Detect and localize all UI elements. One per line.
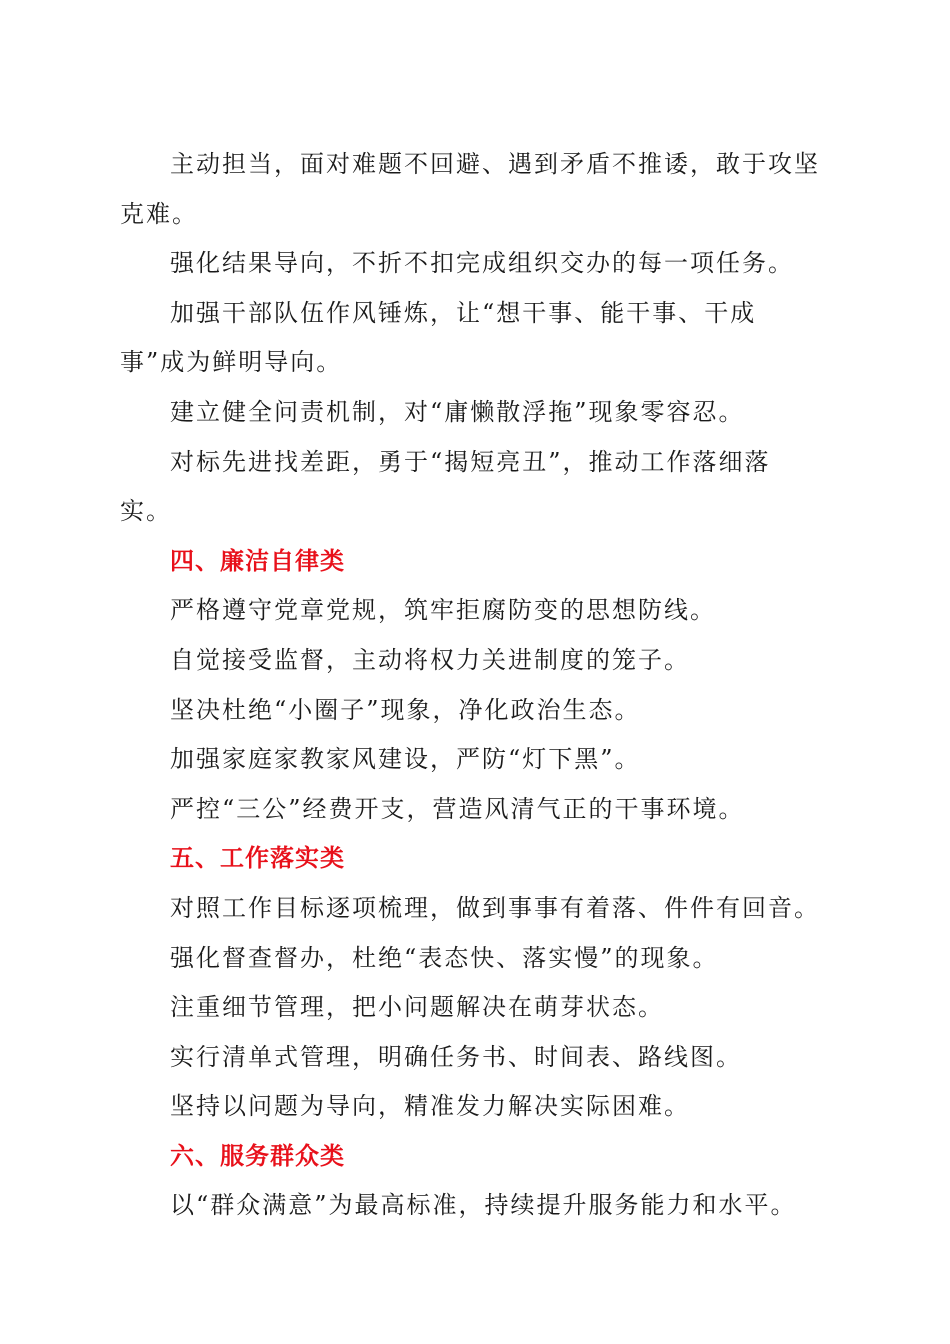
section-heading-5: 五、工作落实类 (170, 844, 345, 873)
paragraph: 坚决杜绝“小圈子”现象，净化政治生态。 (170, 695, 641, 724)
paragraph: 坚持以问题为导向，精准发力解决实际困难。 (170, 1092, 690, 1121)
paragraph: 强化结果导向，不折不扣完成组织交办的每一项任务。 (170, 249, 794, 278)
paragraph: 注重细节管理，把小问题解决在萌芽状态。 (170, 993, 664, 1022)
paragraph: 强化督查督办，杜绝“表态快、落实慢”的现象。 (170, 943, 719, 972)
paragraph: 对照工作目标逐项梳理，做到事事有着落、件件有回音。 (170, 893, 820, 922)
paragraph: 严控“三公”经费开支，营造风清气正的干事环境。 (170, 794, 745, 823)
paragraph: 主动担当，面对难题不回避、遇到矛盾不推诿，敢于攻坚克难。 (120, 150, 820, 228)
paragraph: 加强家庭家教家风建设，严防“灯下黑”。 (170, 745, 641, 774)
document-body (120, 140, 820, 1231)
paragraph: 自觉接受监督，主动将权力关进制度的笼子。 (170, 645, 690, 674)
paragraph: 加强干部队伍作风锤炼，让“想干事、能干事、干成事”成为鲜明导向。 (120, 298, 757, 377)
paragraph: 以“群众满意”为最高标准，持续提升服务能力和水平。 (170, 1191, 797, 1220)
paragraph: 对标先进找差距，勇于“揭短亮丑”，推动工作落细落实。 (120, 447, 771, 526)
paragraph: 实行清单式管理，明确任务书、时间表、路线图。 (170, 1042, 742, 1071)
paragraph: 建立健全问责机制，对“庸懒散浮拖”现象零容忍。 (170, 397, 745, 426)
paragraph: 严格遵守党章党规，筑牢拒腐防变的思想防线。 (170, 596, 716, 625)
section-heading-4: 四、廉洁自律类 (170, 546, 345, 575)
section-heading-6: 六、服务群众类 (170, 1141, 345, 1170)
